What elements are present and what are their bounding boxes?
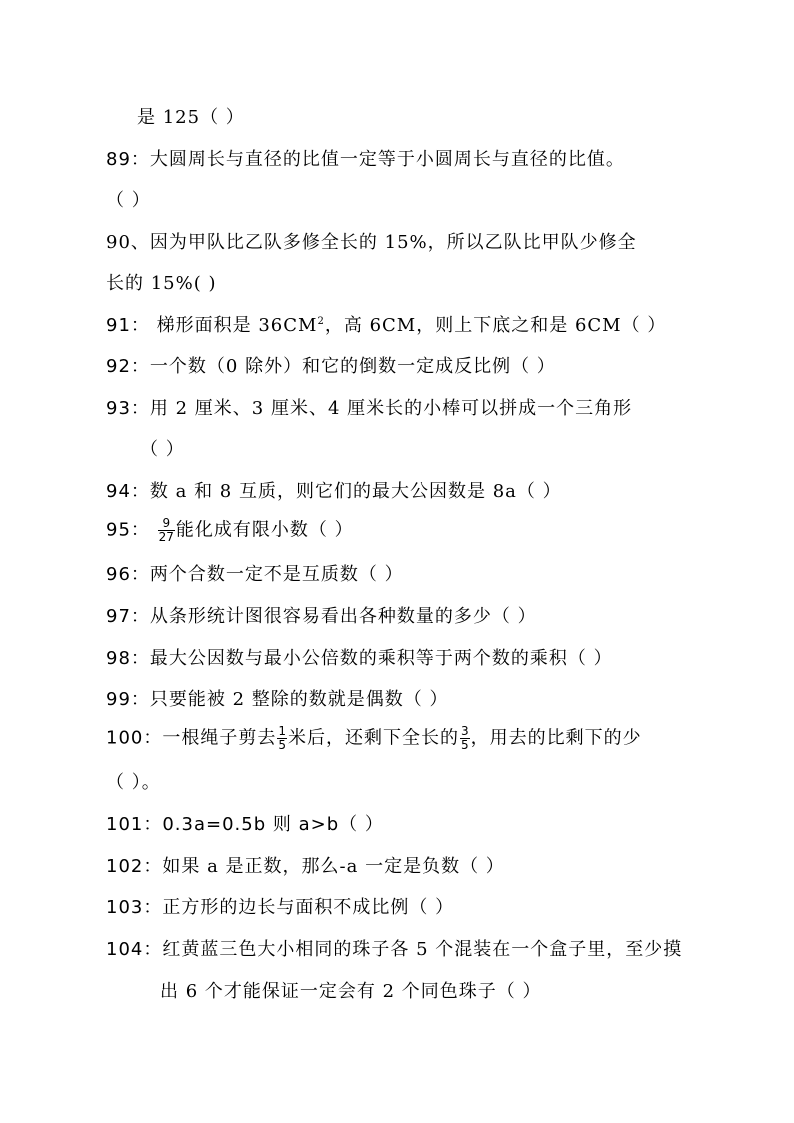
question-text: 最大公因数与最小公倍数的乘积等于两个数的乘积（ ） — [149, 648, 613, 669]
question-text: ，用去的比剩下的少 — [470, 727, 642, 749]
fraction — [158, 517, 175, 544]
question-text: 梯形面积是 36CM — [149, 315, 318, 336]
question-text: 两个合数一定不是互质数（ ） — [149, 564, 404, 585]
fraction-numerator: 1 — [278, 724, 286, 738]
question-text: 米后，还剩下全长的 — [288, 727, 459, 749]
question-number: 92： — [106, 356, 150, 377]
question-91 — [106, 313, 666, 339]
question-104 — [106, 937, 682, 963]
question-number: 93： — [106, 398, 150, 419]
question-number: 97： — [106, 606, 150, 627]
question-number: 101： — [106, 814, 163, 835]
question-text: ，高 6CM，则上下底之和是 6CM（ ） — [324, 315, 667, 336]
question-number: 89： — [106, 149, 150, 170]
superscript: 2 — [317, 316, 325, 327]
question-98 — [106, 646, 613, 672]
question-94 — [106, 479, 562, 505]
fraction-denominator: 5 — [278, 738, 286, 752]
question-number: 100： — [106, 727, 163, 749]
question-number: 99： — [106, 689, 150, 710]
question-text: 能化成有限小数（ ） — [175, 519, 354, 541]
fraction — [277, 725, 287, 752]
fraction-numerator: 3 — [461, 724, 469, 738]
question-text: 0.3a=0.5b 则 a>b（ ） — [162, 814, 384, 835]
question-number: 102： — [106, 856, 163, 877]
question-103 — [106, 895, 454, 921]
question-100 — [106, 725, 642, 752]
question-number: 98： — [106, 648, 150, 669]
question-102 — [106, 854, 505, 880]
question-93 — [106, 396, 632, 422]
question-number: 91： — [106, 315, 150, 336]
question-text: 从条形统计图很容易看出各种数量的多少（ ） — [149, 606, 537, 627]
fraction-denominator: 27 — [158, 530, 174, 544]
question-89 — [106, 147, 625, 173]
question-97 — [106, 604, 537, 630]
question-text: 大圆周长与直径的比值一定等于小圆周长与直径的比值。 — [149, 149, 625, 170]
question-99 — [106, 687, 449, 713]
question-90-line1: 90、因为甲队比乙队多修全长的 15%，所以乙队比甲队少修全 — [106, 232, 637, 253]
question-text: 一根绳子剪去 — [162, 727, 277, 749]
question-number: 94： — [106, 481, 150, 502]
question-number: 96： — [106, 564, 150, 585]
question-95 — [106, 517, 354, 544]
question-number: 103： — [106, 897, 163, 918]
question-104-line2: 出 6 个才能保证一定会有 2 个同色珠子（ ） — [160, 981, 542, 1002]
answer-blank: （ ） — [106, 190, 151, 211]
q88-continuation: 是 125（ ） — [137, 107, 245, 128]
answer-blank: （ ）。 — [106, 772, 161, 793]
question-number: 104： — [106, 939, 163, 960]
fraction — [460, 725, 470, 752]
question-92 — [106, 354, 556, 380]
question-text: 正方形的边长与面积不成比例（ ） — [162, 897, 455, 918]
question-text: 数 a 和 8 互质，则它们的最大公因数是 8a（ ） — [149, 481, 562, 502]
question-101 — [106, 812, 384, 838]
answer-blank: （ ） — [140, 439, 185, 460]
question-96 — [106, 562, 404, 588]
fraction-numerator: 9 — [158, 517, 175, 531]
fraction-denominator: 5 — [461, 738, 469, 752]
question-text: 只要能被 2 整除的数就是偶数（ ） — [149, 689, 449, 710]
question-text: 如果 a 是正数，那么-a 一定是负数（ ） — [162, 856, 505, 877]
question-90-line2: 长的 15%( ) — [106, 273, 217, 294]
question-text: 用 2 厘米、3 厘米、4 厘米长的小棒可以拼成一个三角形 — [149, 398, 633, 419]
question-text: 红黄蓝三色大小相同的珠子各 5 个混装在一个盒子里，至少摸 — [162, 939, 683, 960]
question-number: 95： — [106, 519, 150, 541]
question-text: 一个数（0 除外）和它的倒数一定成反比例（ ） — [149, 356, 556, 377]
